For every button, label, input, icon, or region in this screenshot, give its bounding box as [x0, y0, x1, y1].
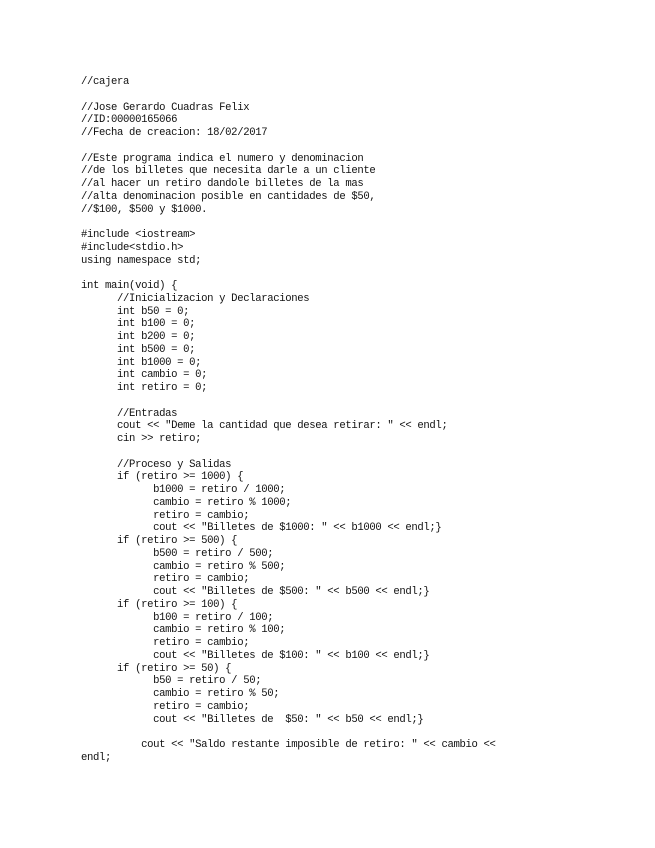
- code-line: //cajera: [81, 76, 130, 88]
- code-line: b1000 = retiro / 1000;: [81, 484, 286, 496]
- code-line: if (retiro >= 50) {: [81, 662, 232, 675]
- code-line: cout << "Saldo restante imposible de retiro: " << cambio <<: [81, 739, 496, 751]
- code-line: cambio = retiro % 100;: [81, 624, 286, 637]
- code-line: //Entradas: [81, 407, 178, 420]
- code-line: int retiro = 0;: [81, 382, 208, 394]
- code-line: [81, 446, 641, 459]
- code-line: int main(void) {: [81, 280, 178, 292]
- code-line: //Proceso y Salidas: [81, 458, 232, 471]
- code-line: [81, 216, 641, 229]
- code-line: b50 = retiro / 50;: [81, 675, 262, 688]
- code-line: //al hacer un retiro dandole billetes de la mas: [81, 178, 364, 190]
- code-line: cambio = retiro % 1000;: [81, 496, 292, 509]
- code-line: //$100, $500 y $1000.: [81, 203, 208, 216]
- code-line: //Inicializacion y Declaraciones: [81, 292, 310, 305]
- code-line: cout << "Billetes de $500: " << b500 << endl;}: [81, 586, 430, 598]
- code-line: cout << "Billetes de $1000: " << b1000 << endl;}: [81, 522, 442, 535]
- code-line: cout << "Billetes de $100: " << b100 << endl;}: [81, 649, 430, 662]
- code-line: cin >> retiro;: [81, 433, 202, 445]
- code-line: int b50 = 0;: [81, 305, 190, 318]
- code-line: #include <iostream>: [81, 229, 196, 241]
- code-line: b500 = retiro / 500;: [81, 547, 274, 560]
- code-line: retiro = cambio;: [81, 700, 250, 713]
- code-line: retiro = cambio;: [81, 573, 250, 586]
- code-line: int b500 = 0;: [81, 343, 196, 356]
- code-line: [81, 726, 641, 739]
- code-line: endl;: [81, 751, 112, 764]
- code-line: [81, 395, 641, 408]
- code-line: cambio = retiro % 50;: [81, 688, 280, 700]
- code-line: cout << "Billetes de $50: " << b50 << endl;}: [81, 713, 424, 726]
- code-listing: [81, 76, 641, 765]
- code-line: cout << "Deme la cantidad que desea retirar: " << endl;: [81, 420, 448, 433]
- code-line: cambio = retiro % 500;: [81, 560, 286, 573]
- code-line: [81, 89, 641, 102]
- code-line: using namespace std;: [81, 254, 202, 267]
- code-line: [81, 267, 641, 280]
- code-line: int b200 = 0;: [81, 331, 196, 343]
- code-line: #include<stdio.h>: [81, 241, 184, 254]
- code-line: if (retiro >= 100) {: [81, 598, 238, 611]
- code-line: //Jose Gerardo Cuadras Felix: [81, 101, 250, 114]
- code-line: retiro = cambio;: [81, 637, 250, 649]
- code-line: if (retiro >= 1000) {: [81, 471, 244, 484]
- code-line: int b100 = 0;: [81, 318, 196, 331]
- code-line: int b1000 = 0;: [81, 356, 202, 369]
- code-line: //Este programa indica el numero y denominacion: [81, 152, 364, 165]
- code-line: int cambio = 0;: [81, 369, 208, 382]
- code-line: //Fecha de creacion: 18/02/2017: [81, 127, 268, 139]
- code-line: b100 = retiro / 100;: [81, 611, 274, 624]
- code-line: //alta denominacion posible en cantidades de $50,: [81, 190, 376, 203]
- code-line: //ID:00000165066: [81, 114, 178, 127]
- code-line: //de los billetes que necesita darle a un cliente: [81, 165, 376, 178]
- code-line: [81, 140, 641, 153]
- code-line: retiro = cambio;: [81, 509, 250, 522]
- code-line: if (retiro >= 500) {: [81, 535, 238, 547]
